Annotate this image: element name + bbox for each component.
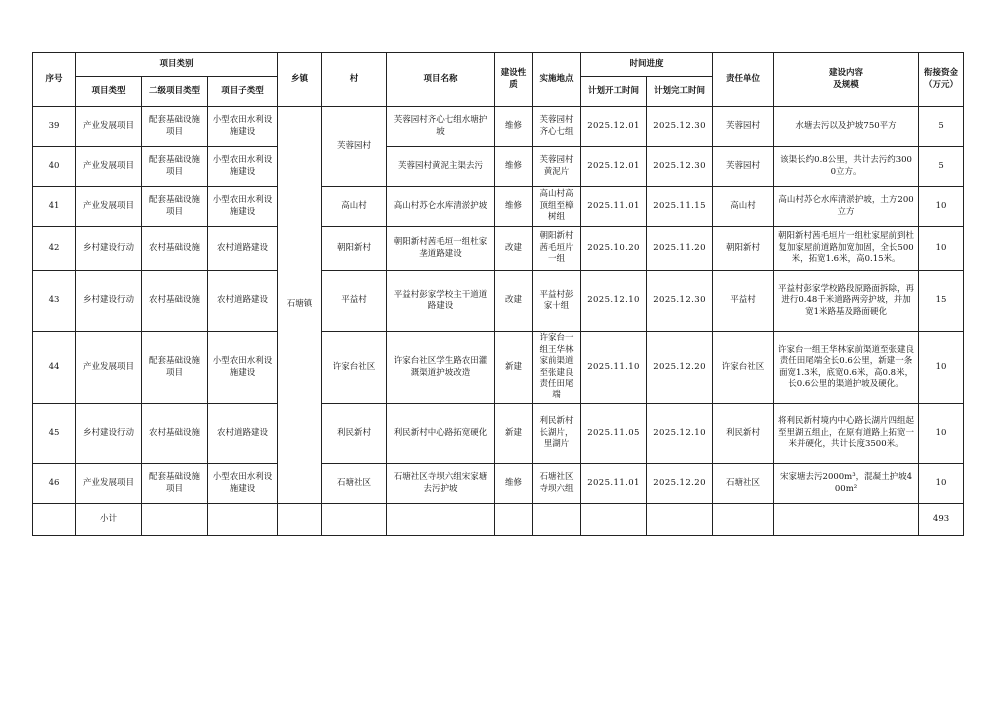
secondary-type-cell: 农村基础设施 [142,404,208,464]
table-row [33,147,964,187]
start-date-cell: 2025.11.01 [581,464,647,504]
responsible-unit-cell: 平益村 [713,271,774,332]
table-row [33,271,964,332]
sub-type-cell: 农村道路建设 [208,404,278,464]
content-cell: 高山村苏仑水库清淤护坡，土方200立方 [774,187,919,227]
project-type-cell: 乡村建设行动 [76,227,142,271]
funds-cell: 10 [919,332,964,404]
sub-type-cell: 小型农田水利设施建设 [208,147,278,187]
nature-cell: 维修 [495,147,533,187]
end-date-cell: 2025.12.10 [647,404,713,464]
secondary-type-cell: 配套基础设施项目 [142,107,208,147]
content-cell: 朝阳新村茜毛垣片一组杜家屋前到杜复加家屋前道路加宽加固，全长500米，拓宽1.6米，高0.15米。 [774,227,919,271]
village-cell: 石塘社区 [322,464,387,504]
project-type-cell: 乡村建设行动 [76,271,142,332]
header-location: 实施地点 [533,53,581,107]
project-type-cell: 产业发展项目 [76,332,142,404]
end-date-cell: 2025.12.20 [647,464,713,504]
header-town: 乡镇 [278,53,322,107]
subtotal-label: 小计 [76,504,142,536]
nature-cell: 维修 [495,464,533,504]
seq-cell: 44 [33,332,76,404]
header-schedule: 时间进度 [581,53,713,77]
empty-cell [278,504,322,536]
header-content: 建设内容 及规模 [774,53,919,107]
village-cell: 高山村 [322,187,387,227]
end-date-cell: 2025.11.20 [647,227,713,271]
location-cell: 利民新村长湖片，里湖片 [533,404,581,464]
village-cell: 芙蓉园村 [322,107,387,187]
content-cell: 许家台一组王华林家前渠道至张建良责任田尾端全长0.6公里，新建一条面宽1.3米，底宽0.6米，高0.8米，长0.6公里的渠道护坡及硬化。 [774,332,919,404]
funds-cell: 5 [919,147,964,187]
project-name-cell: 平益村彭家学校主干道道路建设 [387,271,495,332]
town-cell: 石塘镇 [278,107,322,504]
project-name-cell: 芙蓉园村齐心七组水塘护坡 [387,107,495,147]
empty-cell [387,504,495,536]
project-name-cell: 朝阳新村茜毛垣一组杜家垄道路建设 [387,227,495,271]
header-end: 计划完工时间 [647,77,713,107]
project-type-cell: 产业发展项目 [76,464,142,504]
seq-cell: 39 [33,107,76,147]
empty-cell [581,504,647,536]
empty-cell [33,504,76,536]
start-date-cell: 2025.11.10 [581,332,647,404]
content-cell: 将利民新村境内中心路长湖片四组起至里湖五组止，在原有道路上拓宽一米并硬化，共计长度3500米。 [774,404,919,464]
start-date-cell: 2025.10.20 [581,227,647,271]
empty-cell [142,504,208,536]
header-category: 项目类别 [76,53,278,77]
project-name-cell: 高山村苏仑水库清淤护坡 [387,187,495,227]
responsible-unit-cell: 利民新村 [713,404,774,464]
start-date-cell: 2025.12.10 [581,271,647,332]
table-row [33,404,964,464]
header-funds: 衔接资金 （万元） [919,53,964,107]
header-sub-type: 项目子类型 [208,77,278,107]
empty-cell [713,504,774,536]
sub-type-cell: 小型农田水利设施建设 [208,332,278,404]
header-row [33,53,964,77]
seq-cell: 41 [33,187,76,227]
village-cell: 许家台社区 [322,332,387,404]
sub-type-cell: 小型农田水利设施建设 [208,464,278,504]
project-table [32,52,964,536]
header-project-name: 项目名称 [387,53,495,107]
table-row [33,227,964,271]
content-cell: 水塘去污以及护坡750平方 [774,107,919,147]
location-cell: 许家台一组王华林家前渠道至张建良责任田尾端 [533,332,581,404]
secondary-type-cell: 配套基础设施项目 [142,332,208,404]
funds-cell: 15 [919,271,964,332]
content-cell: 宋家塘去污2000m³，混凝土护坡400m² [774,464,919,504]
location-cell: 朝阳新村茜毛垣片一组 [533,227,581,271]
table-row [33,107,964,147]
funds-cell: 10 [919,187,964,227]
sub-type-cell: 小型农田水利设施建设 [208,187,278,227]
seq-cell: 45 [33,404,76,464]
funds-cell: 10 [919,227,964,271]
responsible-unit-cell: 芙蓉园村 [713,107,774,147]
funds-cell: 5 [919,107,964,147]
start-date-cell: 2025.12.01 [581,107,647,147]
project-name-cell: 芙蓉园村黄泥主渠去污 [387,147,495,187]
seq-cell: 46 [33,464,76,504]
end-date-cell: 2025.12.30 [647,147,713,187]
nature-cell: 改建 [495,271,533,332]
project-type-cell: 产业发展项目 [76,187,142,227]
sub-type-cell: 农村道路建设 [208,227,278,271]
seq-cell: 43 [33,271,76,332]
funds-cell: 10 [919,464,964,504]
responsible-unit-cell: 许家台社区 [713,332,774,404]
content-cell: 该渠长约0.8公里，共计去污约3000立方。 [774,147,919,187]
seq-cell: 40 [33,147,76,187]
header-start: 计划开工时间 [581,77,647,107]
project-name-cell: 石塘社区寺坝六组宋家塘去污护坡 [387,464,495,504]
seq-cell: 42 [33,227,76,271]
subtotal-row [33,504,964,536]
secondary-type-cell: 配套基础设施项目 [142,464,208,504]
end-date-cell: 2025.12.30 [647,107,713,147]
empty-cell [208,504,278,536]
table-row [33,187,964,227]
village-cell: 平益村 [322,271,387,332]
location-cell: 高山村高顶组至樟树组 [533,187,581,227]
project-name-cell: 利民新村中心路拓宽硬化 [387,404,495,464]
empty-cell [533,504,581,536]
location-cell: 平益村彭家十组 [533,271,581,332]
end-date-cell: 2025.12.20 [647,332,713,404]
project-type-cell: 产业发展项目 [76,147,142,187]
subtotal-funds: 493 [919,504,964,536]
start-date-cell: 2025.11.05 [581,404,647,464]
responsible-unit-cell: 石塘社区 [713,464,774,504]
village-cell: 利民新村 [322,404,387,464]
header-seq: 序号 [33,53,76,107]
responsible-unit-cell: 高山村 [713,187,774,227]
content-cell: 平益村彭家学校路段原路面拆除，再进行0.48千米道路两旁护坡，并加宽1米路基及路面硬化 [774,271,919,332]
sub-type-cell: 农村道路建设 [208,271,278,332]
nature-cell: 维修 [495,107,533,147]
project-type-cell: 产业发展项目 [76,107,142,147]
secondary-type-cell: 配套基础设施项目 [142,147,208,187]
end-date-cell: 2025.12.30 [647,271,713,332]
project-type-cell: 乡村建设行动 [76,404,142,464]
responsible-unit-cell: 朝阳新村 [713,227,774,271]
header-secondary-type: 二级项目类型 [142,77,208,107]
header-village: 村 [322,53,387,107]
empty-cell [322,504,387,536]
nature-cell: 改建 [495,227,533,271]
village-cell: 朝阳新村 [322,227,387,271]
table-row [33,332,964,404]
location-cell: 芙蓉园村黄泥片 [533,147,581,187]
secondary-type-cell: 配套基础设施项目 [142,187,208,227]
project-name-cell: 许家台社区学生路农田灌溉渠道护坡改造 [387,332,495,404]
empty-cell [647,504,713,536]
nature-cell: 新建 [495,404,533,464]
start-date-cell: 2025.12.01 [581,147,647,187]
secondary-type-cell: 农村基础设施 [142,227,208,271]
header-unit: 责任单位 [713,53,774,107]
empty-cell [774,504,919,536]
nature-cell: 新建 [495,332,533,404]
end-date-cell: 2025.11.15 [647,187,713,227]
location-cell: 石塘社区寺坝六组 [533,464,581,504]
secondary-type-cell: 农村基础设施 [142,271,208,332]
nature-cell: 维修 [495,187,533,227]
sub-type-cell: 小型农田水利设施建设 [208,107,278,147]
start-date-cell: 2025.11.01 [581,187,647,227]
funds-cell: 10 [919,404,964,464]
responsible-unit-cell: 芙蓉园村 [713,147,774,187]
table-row [33,464,964,504]
location-cell: 芙蓉园村齐心七组 [533,107,581,147]
header-nature: 建设性质 [495,53,533,107]
header-type: 项目类型 [76,77,142,107]
empty-cell [495,504,533,536]
